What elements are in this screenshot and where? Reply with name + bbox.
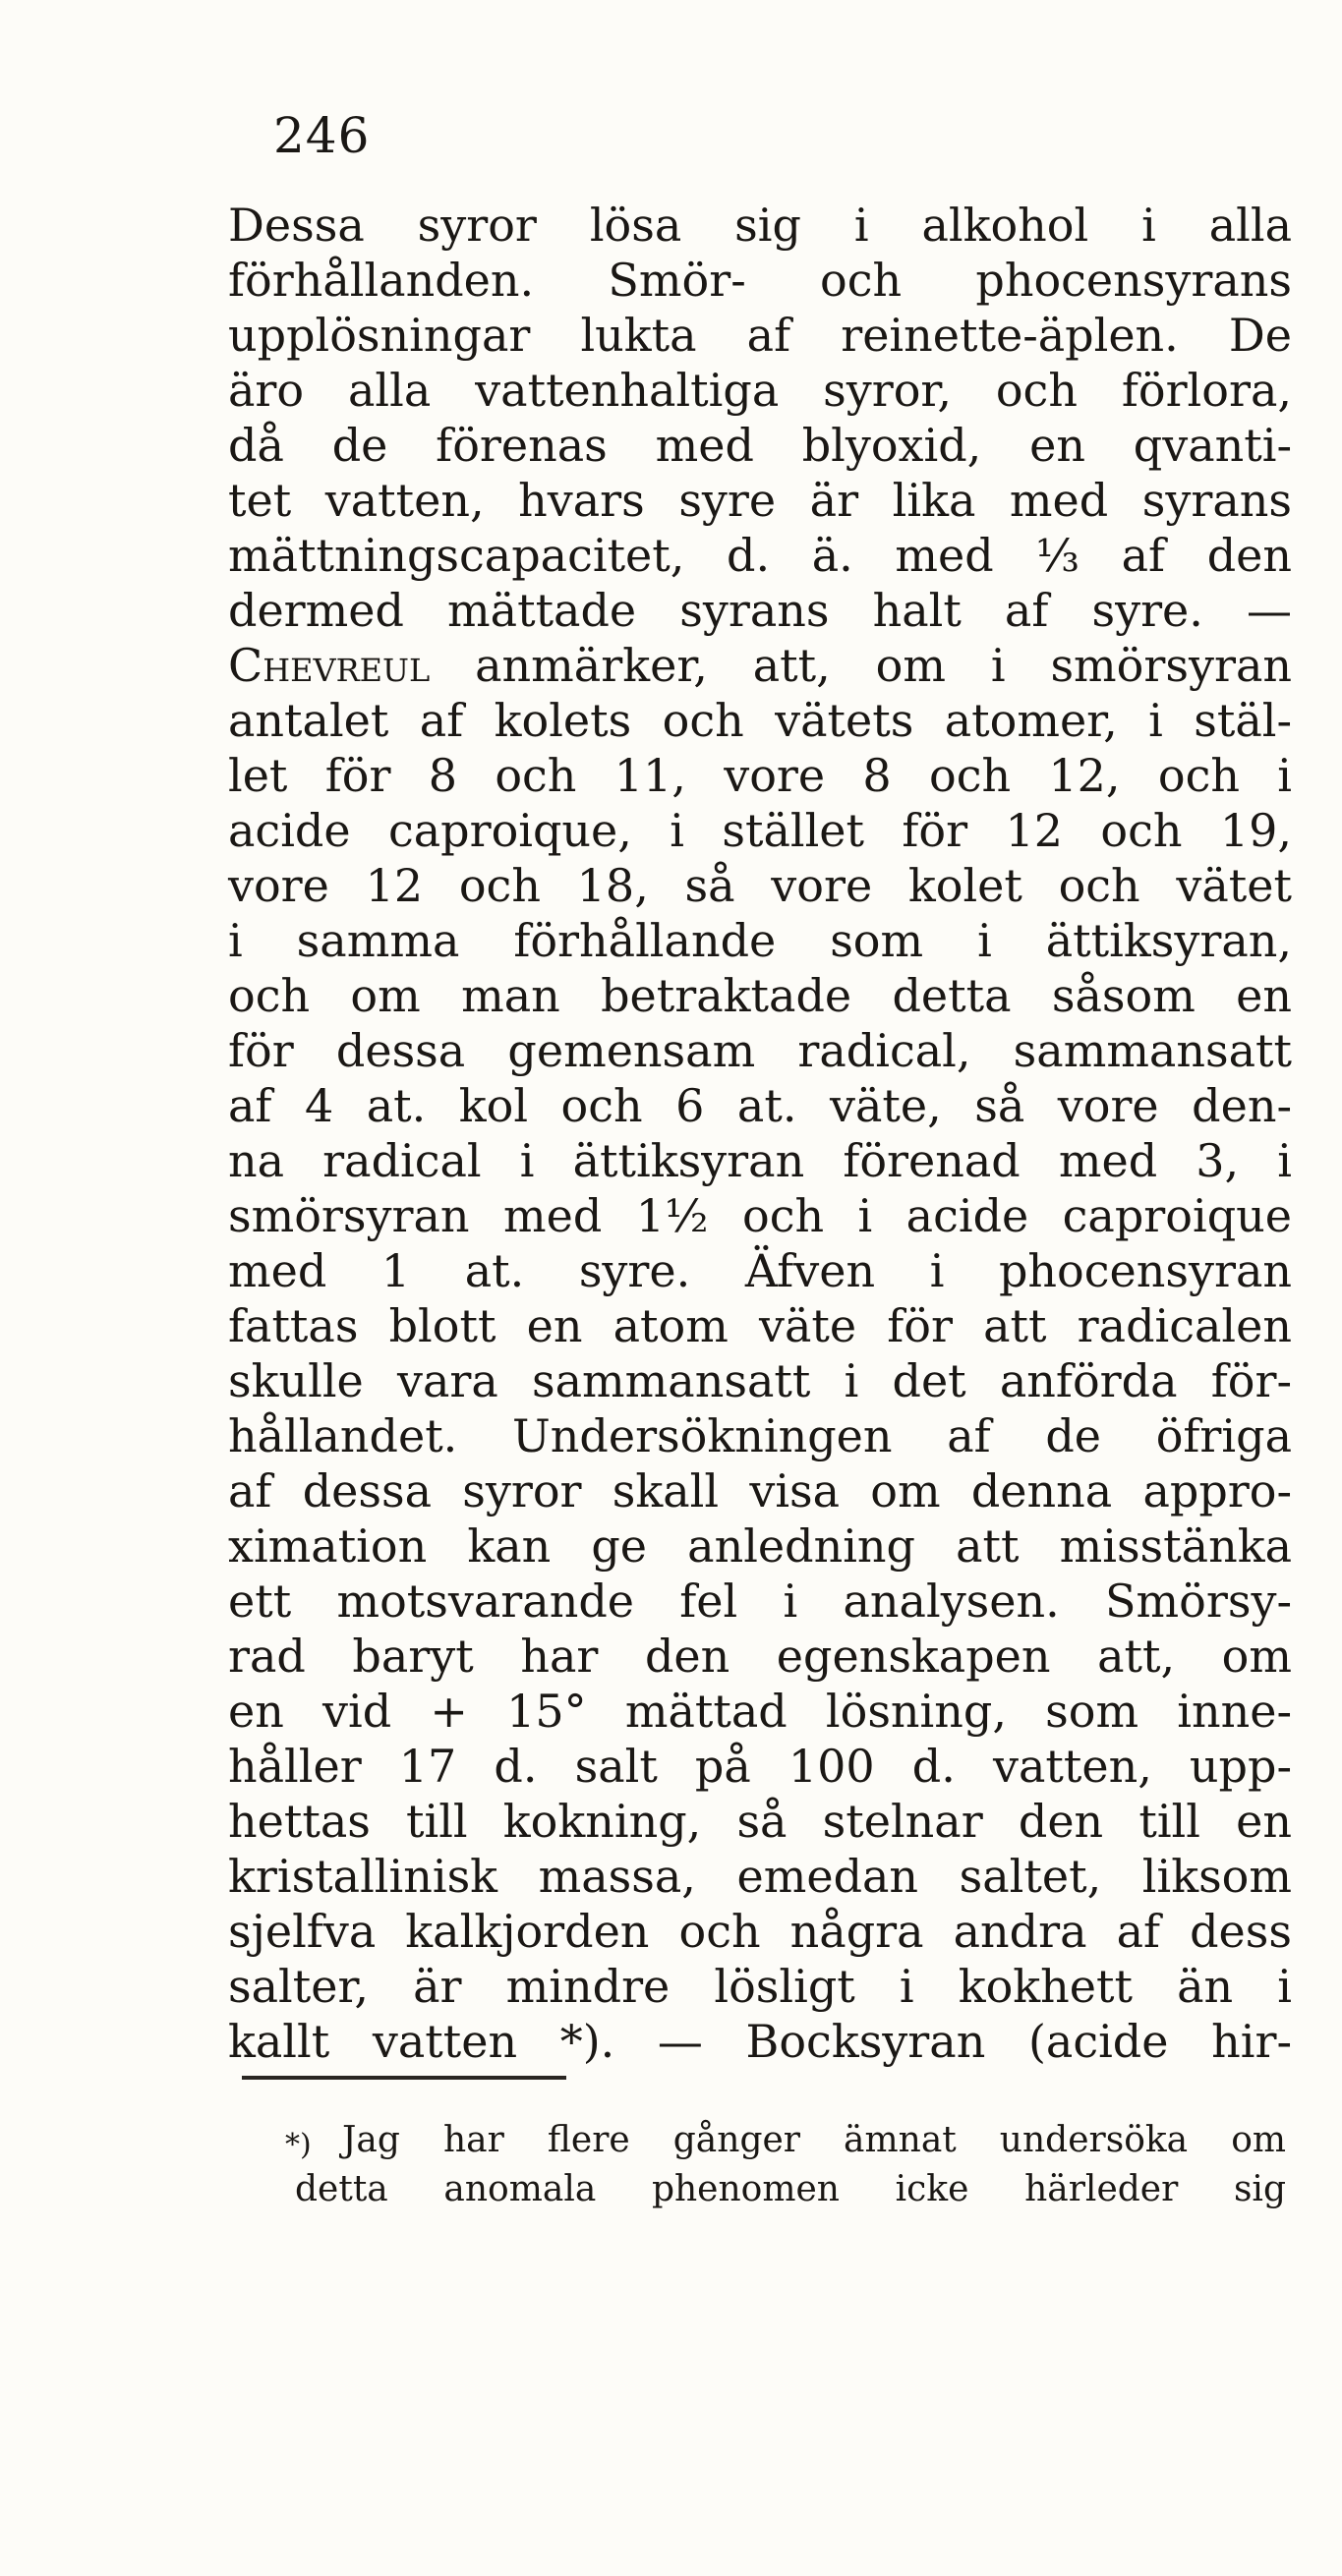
text-line: med 1 at. syre. Äfven i phocensyran [228, 1244, 1292, 1297]
author-name: Chevreul [228, 639, 431, 692]
text-line: skulle vara sammansatt i det anförda för- [228, 1354, 1292, 1407]
footnote-line: Jag har flere gånger ämnat undersöka om [342, 2120, 1286, 2160]
footnote-divider [242, 2076, 566, 2080]
text-line: hettas till kokning, så stelnar den till en [228, 1795, 1292, 1848]
text-line: äro alla vattenhaltiga syror, och förlora, [228, 364, 1292, 417]
text-line: ximation kan ge anledning att misstänka [228, 1519, 1292, 1573]
text-line: na radical i ättiksyran förenad med 3, i [228, 1134, 1292, 1187]
text-line: Chevreul anmärker, att, om i smörsyran [228, 639, 1292, 692]
text-line: då de förenas med blyoxid, en qvanti- [228, 419, 1292, 472]
text-line: Dessa syror lösa sig i alkohol i alla [228, 199, 1292, 252]
text-line: smörsyran med 1½ och i acide caproique [228, 1189, 1292, 1242]
text-line: håller 17 d. salt på 100 d. vatten, upp- [228, 1740, 1292, 1793]
text-line: salter, är mindre lösligt i kokhett än i [228, 1960, 1292, 2013]
page-number: 246 [273, 107, 371, 164]
text-line: antalet af kolets och vätets atomer, i stäl- [228, 694, 1292, 747]
text-line: ett motsvarande fel i analysen. Smörsy- [228, 1574, 1292, 1628]
text-line: kristallinisk massa, emedan saltet, liksom [228, 1850, 1292, 1903]
text-line: för dessa gemensam radical, sammansatt [228, 1024, 1292, 1077]
text-line: sjelfva kalkjorden och några andra af dess [228, 1905, 1292, 1958]
text-line: förhållanden. Smör- och phocensyrans [228, 254, 1292, 307]
footnote-marker: *) [285, 2128, 312, 2162]
text-line: mättningscapacitet, d. ä. med ⅓ af den [228, 529, 1292, 582]
text-line: acide caproique, i stället för 12 och 19, [228, 804, 1292, 857]
text-line: fattas blott en atom väte för att radicalen [228, 1299, 1292, 1352]
text-line: tet vatten, hvars syre är lika med syrans [228, 474, 1292, 527]
text-line: af dessa syror skall visa om denna appro- [228, 1464, 1292, 1517]
text-line: upplösningar lukta af reinette-äplen. De [228, 309, 1292, 362]
text-line: vore 12 och 18, så vore kolet och vätet [228, 859, 1292, 912]
text-line: och om man betraktade detta såsom en [228, 969, 1292, 1022]
footnote-line: detta anomala phenomen icke härleder sig [295, 2169, 1286, 2209]
text-line: let för 8 och 11, vore 8 och 12, och i [228, 749, 1292, 802]
text-line: rad baryt har den egenskapen att, om [228, 1630, 1292, 1683]
text-line: kallt vatten *). — Bocksyran (acide hir- [228, 2015, 1292, 2068]
text-line: dermed mättade syrans halt af syre. — [228, 584, 1292, 637]
text-line: hållandet. Undersökningen af de öfriga [228, 1409, 1292, 1462]
text-line: en vid + 15° mättad lösning, som inne- [228, 1685, 1292, 1738]
text-line: i samma förhållande som i ättiksyran, [228, 914, 1292, 967]
text-line: af 4 at. kol och 6 at. väte, så vore den- [228, 1079, 1292, 1132]
